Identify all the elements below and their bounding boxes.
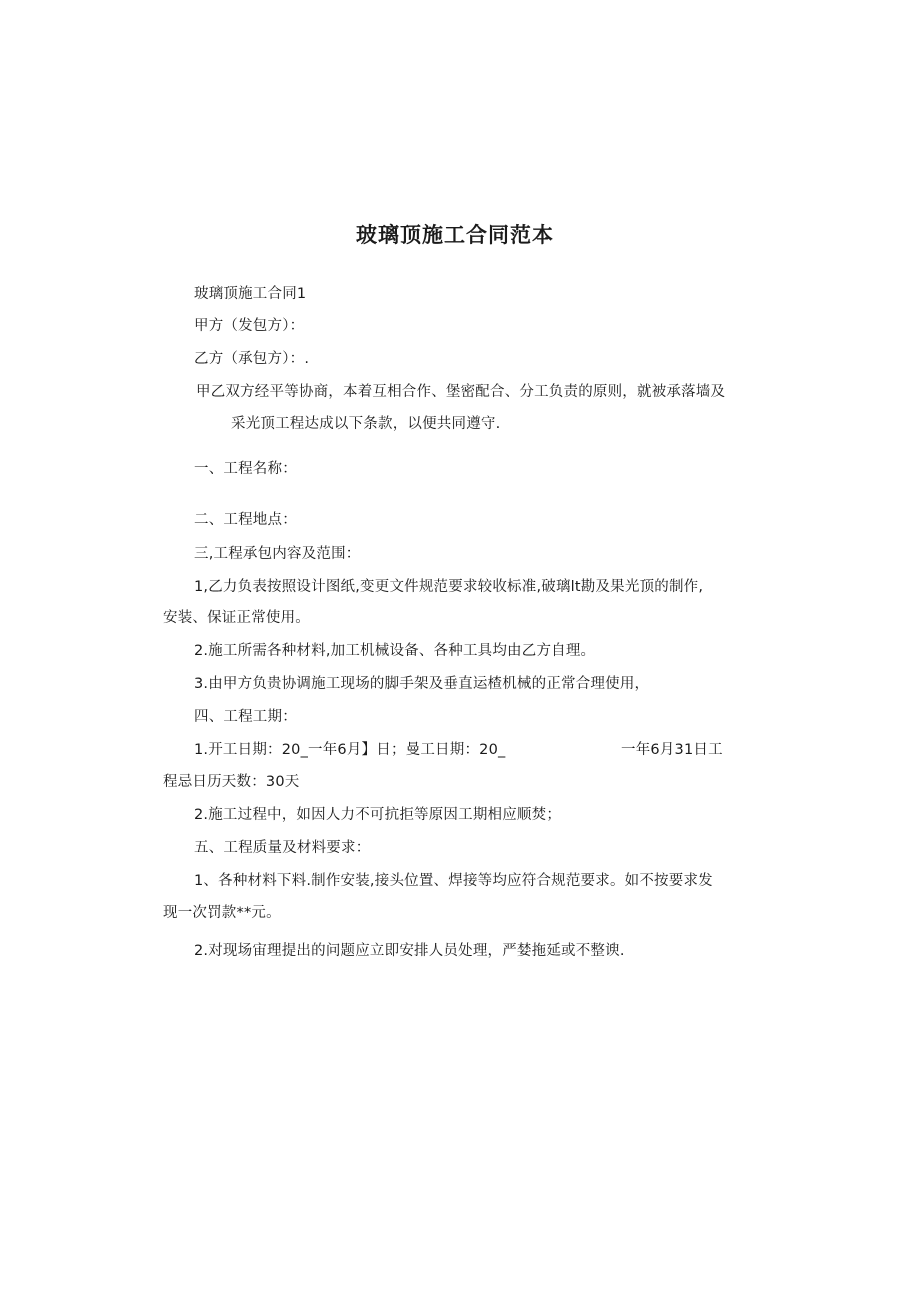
quality-item-2: 2.对现场宙理提出的问题应立即安排人员处理，严婪拖延或不整谀. <box>194 943 625 959</box>
scope-item-3: 3.由甲方负贵协调施工现场的脚手架及垂直运楂机械的正常合理使用， <box>194 676 650 692</box>
document-title: 玻璃顶施工合同范本 <box>356 223 554 247</box>
scope-item-1-line-1: 1,乙力负表按照设计图纸,变更文件规范要求较收标准,破璃lt勘及果光顶的制作, <box>194 579 704 595</box>
contract-subtitle: 玻璃顶施工合同1 <box>194 286 307 302</box>
section-heading-schedule: 四、工程工期： <box>194 709 297 725</box>
section-heading-project-location: 二、工程地点： <box>194 512 297 528</box>
section-heading-scope: 三,工程承包内容及范围： <box>194 546 361 562</box>
schedule-item-1-part-2: 一年6月31日工 <box>621 742 723 758</box>
intro-paragraph-line-1: 甲乙双方经平等协商，本着互相合作、堡密配合、分工负责的原则，就被承落墙及 <box>196 384 726 400</box>
intro-paragraph-line-2: 采光顶工程达成以下条款，以便共同遵守. <box>231 416 501 432</box>
schedule-item-1-part-1: 1.开工日期：20_一年6月】日；曼工日期：20_ <box>194 742 506 758</box>
schedule-item-1-line-2: 程忌日历天数：30天 <box>163 774 300 790</box>
quality-item-1-line-2: 现一次罚款**元。 <box>163 905 281 921</box>
party-b-line: 乙方（承包方）：. <box>194 351 310 367</box>
party-a-line: 甲方（发包方）： <box>194 318 305 334</box>
quality-item-1-line-1: 1、各种材料下料.制作安装,接头位置、焊接等均应符合规范要求。如不按要求发 <box>194 873 713 889</box>
scope-item-2: 2.施工所需各种材料,加工机械设备、各种工具均由乙方自理。 <box>194 643 596 659</box>
scope-item-1-line-2: 安装、保证正常使用。 <box>163 610 310 626</box>
section-heading-project-name: 一、工程名称： <box>194 461 297 477</box>
section-heading-quality: 五、工程质量及材料要求： <box>194 840 371 856</box>
schedule-item-2: 2.施工过程中，如因人力不可抗拒等原因工期相应顺焚； <box>194 807 562 823</box>
